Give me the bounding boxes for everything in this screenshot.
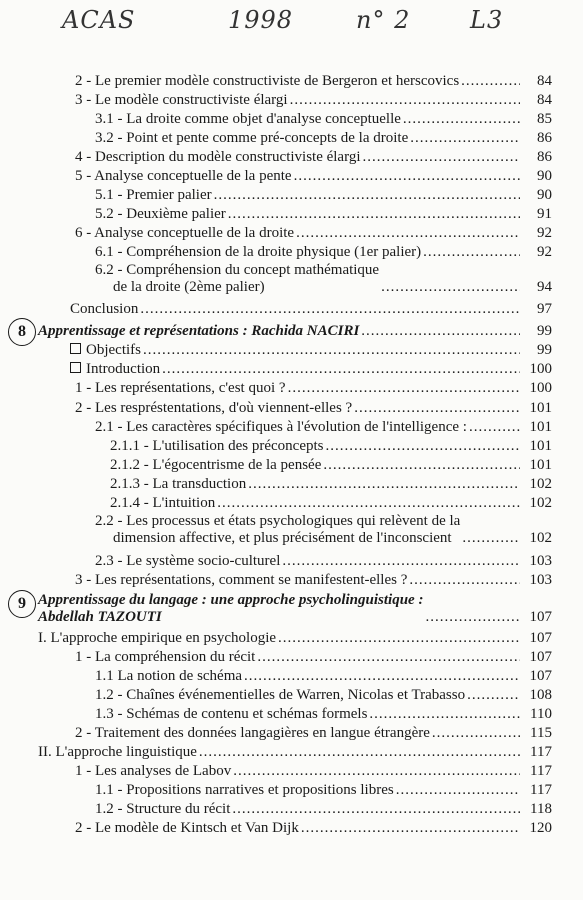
toc-entry — [95, 684, 552, 704]
entry-title-text: 5 - Analyse conceptuelle de la pente — [75, 168, 292, 184]
page-number: 90 — [537, 187, 552, 203]
entry-title-text: 1.1 La notion de schéma — [95, 668, 243, 684]
entry-title-text: 2.1.3 - La transduction — [110, 476, 247, 492]
entry-title — [95, 419, 467, 436]
page-number: 103 — [529, 553, 552, 569]
page-number: 94 — [537, 279, 552, 295]
entry-title-text: 6 - Analyse conceptuelle de la droite — [75, 225, 295, 241]
entry-title — [75, 380, 286, 397]
toc-entry — [70, 358, 552, 378]
toc-entry — [75, 70, 552, 90]
handwritten-note-2: 1998 — [228, 6, 294, 34]
entry-title-continuation: dimension affective, et plus précisément de l'inconscient — [113, 530, 452, 546]
toc-entry — [110, 435, 552, 455]
page-number: 101 — [529, 400, 552, 416]
entry-title — [38, 323, 359, 340]
entry-title-text: 1 - Les représentations, c'est quoi ? — [75, 380, 286, 396]
entry-title-text: 2 - Les respréstentations, d'où viennent-elles ? — [75, 400, 353, 416]
entry-title — [110, 495, 215, 512]
entry-title — [70, 342, 141, 359]
page-number: 86 — [537, 149, 552, 165]
entry-title — [95, 668, 242, 685]
page-number: 102 — [529, 495, 552, 511]
entry-title-text: 3 - Les représentations, comment se manifestent-elles ? — [75, 572, 408, 588]
dot-leader — [282, 553, 520, 570]
dot-leader — [396, 782, 520, 799]
entry-title — [95, 244, 421, 261]
toc-entry — [95, 703, 552, 723]
entry-title — [38, 592, 423, 626]
entry-title — [110, 438, 324, 455]
entry-title-text: 2 - Traitement des données langagières en langue étrangère — [75, 725, 430, 741]
entry-title — [70, 301, 138, 318]
dot-leader — [410, 130, 520, 147]
dot-leader — [432, 725, 520, 742]
page-number: 99 — [537, 342, 552, 358]
page-number: 86 — [537, 130, 552, 146]
entry-title-text: II. L'approche linguistique — [38, 744, 197, 760]
entry-title — [75, 572, 407, 589]
dot-leader — [467, 687, 520, 704]
dot-leader — [425, 609, 520, 626]
entry-title-text: Apprentissage et représentations : Rachida NACIRI — [38, 323, 360, 339]
dot-leader — [461, 73, 520, 90]
dot-leader — [143, 342, 520, 359]
toc-entry — [75, 397, 552, 417]
page-number: 103 — [529, 572, 552, 588]
toc-entry — [75, 377, 552, 397]
toc-entry — [95, 241, 552, 261]
entry-title-text: 5.1 - Premier palier — [95, 187, 212, 203]
dot-leader — [469, 419, 520, 436]
entry-title — [75, 725, 430, 742]
entry-title — [38, 630, 276, 647]
toc-entry — [75, 646, 552, 666]
entry-title — [75, 149, 360, 166]
entry-title — [75, 820, 299, 837]
toc-entry — [75, 222, 552, 242]
dot-leader — [403, 111, 520, 128]
entry-title-text: 2.1.1 - L'utilisation des préconcepts — [110, 438, 324, 454]
dot-leader — [294, 168, 520, 185]
page-number: 90 — [537, 168, 552, 184]
handwritten-note-1: ACAS — [62, 6, 136, 34]
entry-title-text: 5.2 - Deuxième palier — [95, 206, 226, 222]
toc-entry — [70, 298, 552, 318]
toc-entry — [70, 339, 552, 359]
page-number: 117 — [530, 744, 552, 760]
entry-title — [95, 687, 465, 704]
entry-title-text: 3.2 - Point et pente comme pré-concepts de la droite — [95, 130, 409, 146]
entry-title — [110, 457, 321, 474]
chapter-number-badge: 9 — [8, 590, 36, 618]
page-number: 85 — [537, 111, 552, 127]
toc-entry — [95, 779, 552, 799]
toc-entry — [95, 203, 552, 223]
entry-title-text: 2.1.4 - L'intuition — [110, 495, 216, 511]
page-number: 107 — [529, 609, 552, 625]
dot-leader — [233, 763, 520, 780]
entry-title — [75, 168, 292, 185]
entry-title-text: 1.2 - Structure du récit — [95, 801, 231, 817]
entry-title-text: 2.3 - Le système socio-culturel — [95, 553, 281, 569]
entry-title-text: 1.2 - Chaînes événementielles de Warren, Nicolas et Trabasso — [95, 687, 466, 703]
dot-leader — [140, 301, 520, 318]
toc-entry — [95, 184, 552, 204]
page-number: 100 — [529, 361, 552, 377]
dot-leader — [323, 457, 520, 474]
page-number: 117 — [530, 763, 552, 779]
dot-leader — [369, 706, 520, 723]
entry-title-continuation: de la droite (2ème palier) — [113, 279, 265, 295]
toc-entry — [95, 108, 552, 128]
toc-entry — [38, 741, 552, 761]
page-number: 102 — [529, 530, 552, 546]
entry-title-text: 6.2 - Compréhension du concept mathématique — [95, 262, 380, 278]
page-number: 117 — [530, 782, 552, 798]
toc-entry — [95, 665, 552, 685]
dot-leader — [362, 149, 520, 166]
entry-title-text: Conclusion — [70, 301, 139, 317]
chapter-number-badge: 8 — [8, 318, 36, 346]
entry-title-text: 1 - La compréhension du récit — [75, 649, 256, 665]
dot-leader — [244, 668, 520, 685]
handwritten-note-4: L3 — [470, 6, 504, 34]
entry-title — [95, 706, 367, 723]
page-number: 107 — [529, 668, 552, 684]
dot-leader — [423, 244, 520, 261]
page-number: 92 — [537, 244, 552, 260]
page-number: 110 — [530, 706, 552, 722]
entry-title-text: 2.2 - Les processus et états psychologiques qui relèvent de la — [95, 513, 461, 529]
entry-title — [95, 513, 460, 547]
page-number: 100 — [529, 380, 552, 396]
dot-leader — [199, 744, 520, 761]
dot-leader — [217, 495, 520, 512]
entry-title-text: 4 - Description du modèle constructiviste élargi — [75, 149, 361, 165]
page-number: 92 — [537, 225, 552, 241]
checkbox-bullet-icon — [70, 362, 81, 373]
dot-leader — [409, 572, 520, 589]
page-number: 101 — [529, 419, 552, 435]
dot-leader — [301, 820, 520, 837]
entry-title — [75, 92, 288, 109]
entry-title-text: 6.1 - Compréhension de la droite physique (1er palier) — [95, 244, 422, 260]
toc-entry — [110, 454, 552, 474]
entry-title-text: 2.1 - Les caractères spécifiques à l'évolution de l'intelligence : — [95, 419, 467, 435]
page-number: 91 — [537, 206, 552, 222]
entry-title-text: 1.3 - Schémas de contenu et schémas formels — [95, 706, 368, 722]
entry-title-text: 2.1.2 - L'égocentrisme de la pensée — [110, 457, 322, 473]
toc-entry — [95, 511, 552, 547]
entry-title-text: 2 - Le modèle de Kintsch et Van Dijk — [75, 820, 299, 836]
dot-leader — [296, 225, 520, 242]
entry-title-text: 1.1 - Propositions narratives et propositions libres — [95, 782, 394, 798]
dot-leader — [462, 530, 520, 547]
entry-title — [95, 111, 401, 128]
entry-title — [75, 225, 294, 242]
toc-entry — [75, 722, 552, 742]
toc-entry — [38, 627, 552, 647]
page-number: 99 — [537, 323, 552, 339]
page-number: 101 — [529, 457, 552, 473]
dot-leader — [288, 380, 520, 397]
page-number: 107 — [529, 630, 552, 646]
toc-entry — [110, 473, 552, 493]
toc-entry — [110, 492, 552, 512]
entry-title — [95, 262, 379, 296]
entry-title — [75, 763, 231, 780]
page-number: 101 — [529, 438, 552, 454]
dot-leader — [354, 400, 520, 417]
page-number: 115 — [530, 725, 552, 741]
page-number: 107 — [529, 649, 552, 665]
dot-leader — [162, 361, 520, 378]
entry-title — [75, 649, 255, 666]
toc-entry — [95, 260, 552, 296]
toc-entry — [75, 760, 552, 780]
entry-title — [70, 361, 160, 378]
dot-leader — [248, 476, 520, 493]
toc-entry — [95, 416, 552, 436]
toc-entry — [75, 146, 552, 166]
entry-title — [95, 206, 226, 223]
toc-entry — [75, 165, 552, 185]
entry-title — [110, 476, 246, 493]
page-number: 108 — [529, 687, 552, 703]
page-number: 120 — [529, 820, 552, 836]
entry-title-text: Introduction — [86, 361, 161, 377]
entry-title — [95, 782, 394, 799]
entry-title-text: 2 - Le premier modèle constructiviste de Bergeron et herscovics — [75, 73, 460, 89]
dot-leader — [381, 279, 520, 296]
dot-leader — [228, 206, 520, 223]
toc-entry — [75, 569, 552, 589]
entry-title-text: Objectifs — [86, 342, 141, 358]
dot-leader — [214, 187, 520, 204]
handwritten-note-3: n° 2 — [356, 6, 411, 34]
entry-title — [75, 400, 352, 417]
entry-title-text: 3 - Le modèle constructiviste élargi — [75, 92, 288, 108]
entry-title — [95, 187, 212, 204]
entry-title-text: 3.1 - La droite comme objet d'analyse conceptuelle — [95, 111, 401, 127]
page-number: 84 — [537, 92, 552, 108]
entry-title — [38, 744, 197, 761]
toc-entry — [95, 127, 552, 147]
page-number: 97 — [537, 301, 552, 317]
dot-leader — [290, 92, 520, 109]
dot-leader — [257, 649, 520, 666]
page-number: 118 — [530, 801, 552, 817]
toc-entry — [95, 798, 552, 818]
chapter-entry — [38, 320, 552, 340]
page-number: 84 — [537, 73, 552, 89]
entry-title-text: Apprentissage du langage : une approche psycholinguistique : — [38, 592, 424, 608]
dot-leader — [278, 630, 520, 647]
toc-entry — [75, 817, 552, 837]
entry-title-text: 1 - Les analyses de Labov — [75, 763, 232, 779]
toc-entry — [75, 89, 552, 109]
entry-title — [75, 73, 459, 90]
dot-leader — [232, 801, 520, 818]
entry-title — [95, 801, 230, 818]
toc-entry — [95, 550, 552, 570]
entry-title — [95, 553, 280, 570]
entry-title — [95, 130, 408, 147]
chapter-entry — [38, 590, 552, 626]
page-number: 102 — [529, 476, 552, 492]
checkbox-bullet-icon — [70, 343, 81, 354]
dot-leader — [326, 438, 521, 455]
entry-title-continuation: Abdellah TAZOUTI — [38, 609, 162, 625]
dot-leader — [361, 323, 520, 340]
entry-title-text: I. L'approche empirique en psychologie — [38, 630, 277, 646]
